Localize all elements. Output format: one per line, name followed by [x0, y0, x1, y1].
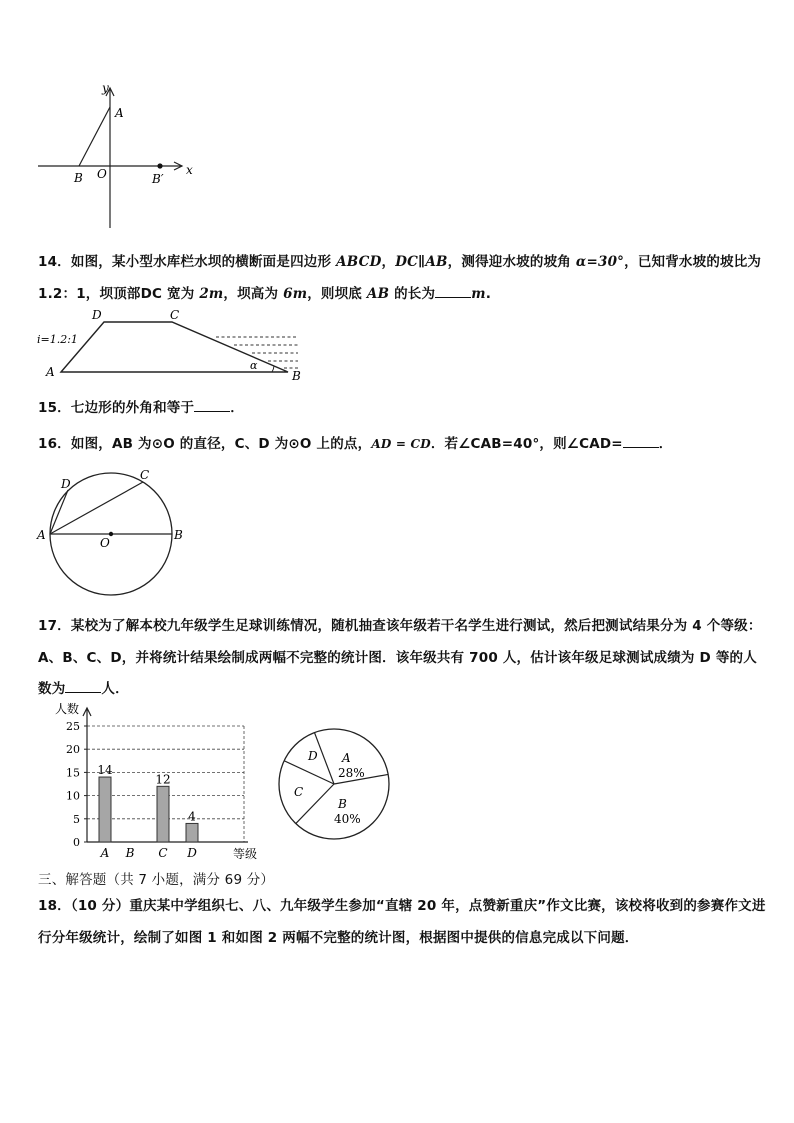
circle-label-o: O — [100, 536, 110, 550]
q14-text-suffix: ，已知背水坡的坡比为 — [624, 254, 762, 270]
point-a-label: A — [115, 106, 124, 120]
q18-text-2: 行分年级统计，绘制了如图 1 和如图 2 两幅不完整的统计图，根据图中提供的信息完成以下问题． — [38, 930, 639, 946]
q15-answer-blank[interactable] — [194, 399, 230, 412]
y-tick-label: 5 — [73, 812, 80, 826]
q16-end: ． — [658, 436, 673, 452]
pie-percent-label: 28% — [338, 766, 365, 780]
q14-dc-ab: DC∥AB — [395, 254, 448, 270]
bar — [157, 786, 169, 842]
q16-answer-blank[interactable] — [623, 435, 659, 448]
q17-text-2: A、B、C、D，并将统计结果绘制成两幅不完整的统计图．该年级共有 700 人，估计该年级足球测试成绩为 D 等的人 — [38, 650, 757, 666]
dam-label-a: A — [46, 365, 55, 379]
x-axis-label: x — [186, 163, 193, 177]
q14-ab: AB — [366, 286, 390, 302]
q17-line2 — [38, 646, 757, 666]
pie-slice-label: D — [308, 749, 318, 763]
q15-text: 15．七边形的外角和等于 — [38, 400, 195, 416]
y-tick-label: 20 — [66, 743, 80, 757]
dam-label-d: D — [92, 308, 102, 322]
coordinate-figure — [36, 82, 206, 234]
q16-line — [38, 432, 673, 452]
q14-unit: m — [471, 286, 486, 302]
q14-line2 — [38, 282, 491, 302]
y-tick-label: 25 — [66, 720, 80, 733]
circle-label-a: A — [37, 528, 46, 542]
q14-text-c: ，则坝底 — [307, 286, 367, 302]
q17-text-3a: 数为 — [38, 681, 66, 697]
q17-line1 — [38, 614, 762, 634]
q17-line3 — [38, 677, 129, 697]
circle-label-c: C — [140, 468, 150, 482]
circle-label-b: B — [174, 528, 183, 542]
q14-text-b: ，坝高为 — [223, 286, 284, 302]
pie-slice-label: C — [294, 785, 304, 799]
y-tick-label: 10 — [66, 789, 80, 803]
q18-text-1: 18．（10 分）重庆某中学组织七、八、九年级学生参加“直辖 20 年，点赞新重庆”作文比赛，该校将收到的参赛作文进 — [38, 898, 766, 914]
circle-label-d: D — [61, 477, 71, 491]
point-b-label: B — [74, 171, 83, 185]
q17-answer-blank[interactable] — [65, 680, 101, 693]
q14-text-mid: ，测得迎水坡的坡角 — [447, 254, 576, 270]
q14-text: 14．如图，某小型水库栏水坝的横断面是四边形 — [38, 254, 337, 270]
data-label: 14 — [97, 763, 113, 778]
y-tick-label: 15 — [66, 766, 80, 780]
pie-slice-label: A — [342, 751, 351, 765]
q18-line2 — [38, 926, 639, 946]
dam-figure — [36, 306, 306, 382]
q14-period: . — [485, 286, 492, 302]
dam-label-c: C — [170, 308, 180, 322]
q14-comma: ， — [381, 254, 396, 270]
bar-chart — [40, 698, 272, 864]
pie-percent-label: 40% — [334, 812, 361, 826]
bar — [186, 823, 198, 842]
dam-label-b: B — [292, 369, 301, 382]
point-b-prime-label: B′ — [152, 172, 164, 186]
q14-height: 6m — [283, 286, 308, 302]
pie-slice-label: B — [338, 797, 347, 811]
q15-end: ． — [230, 400, 244, 416]
q14-alpha: α=30° — [575, 254, 625, 270]
dam-slope-ratio: i=1.2:1 — [37, 333, 78, 346]
dam-angle-alpha: α — [250, 359, 258, 372]
q16-arc-equality: AD = CD — [371, 437, 431, 451]
section-title-text: 三、解答题（共 7 小题，满分 69 分） — [38, 872, 275, 888]
y-axis-label: y — [102, 82, 109, 95]
q14-abcd: ABCD — [336, 254, 382, 270]
q14-width: 2m — [199, 286, 224, 302]
q14-line1 — [38, 250, 761, 270]
data-label: 4 — [188, 809, 196, 824]
q17-text-3b: 人． — [101, 681, 129, 697]
q14-answer-blank[interactable] — [435, 285, 471, 298]
x-tick-label: A — [100, 846, 110, 860]
x-tick-label: D — [187, 846, 197, 860]
q14-text-a: 1.2：1，坝顶部DC 宽为 — [38, 286, 200, 302]
q18-line1 — [38, 894, 766, 914]
y-tick-label: 0 — [73, 836, 80, 849]
bar — [99, 777, 111, 842]
x-tick-label: B — [125, 846, 135, 860]
q17-text-1: 17．某校为了解本校九年级学生足球训练情况，随机抽查该年级若干名学生进行测试，然后把测试结果分为 4 个等级： — [38, 618, 762, 634]
x-tick-label: C — [158, 846, 168, 860]
origin-label: O — [97, 167, 107, 181]
q14-text-d: 的长为 — [389, 286, 436, 302]
x-axis-title: 等级 — [233, 847, 258, 861]
q15-line — [38, 396, 244, 416]
data-label: 12 — [155, 772, 171, 787]
circle-figure — [34, 466, 194, 598]
q16-text-suffix: ．若∠CAB=40°，则∠CAD= — [430, 436, 623, 452]
q16-text: 16．如图，AB 为⊙O 的直径，C、D 为⊙O 上的点， — [38, 436, 372, 452]
section-title — [38, 868, 274, 888]
y-axis-title: 人数 — [55, 702, 80, 716]
pie-chart — [270, 722, 400, 842]
